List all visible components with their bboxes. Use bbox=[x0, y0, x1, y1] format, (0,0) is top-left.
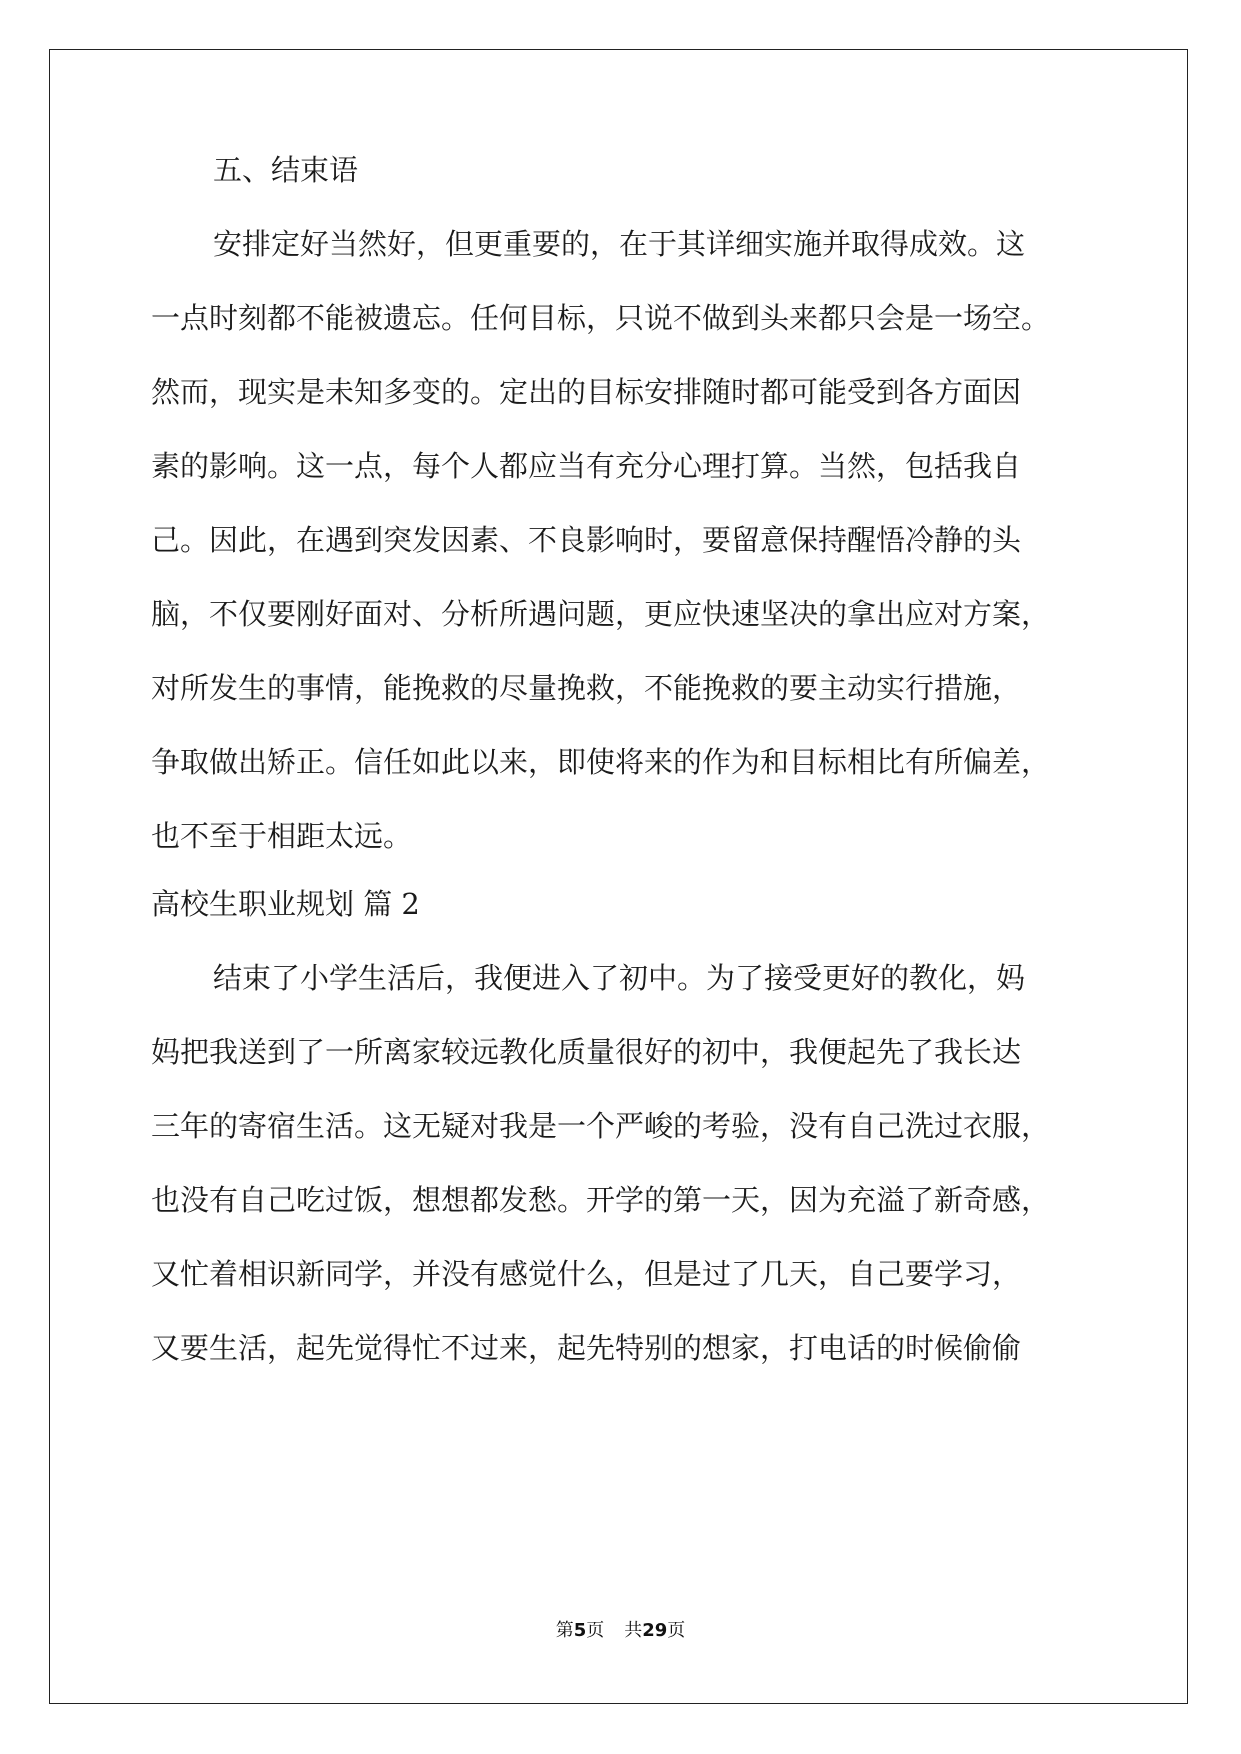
paragraph-line: 又要生活，起先觉得忙不过来，起先特别的想家，打电话的时候偷偷 bbox=[151, 1331, 1022, 1365]
paragraph-line: 己。因此，在遇到突发因素、不良影响时，要留意保持醒悟冷静的头 bbox=[151, 523, 1022, 557]
paragraph-line: 妈把我送到了一所离家较远教化质量很好的初中，我便起先了我长达 bbox=[151, 1035, 1022, 1069]
section-heading: 五、结束语 bbox=[213, 153, 359, 187]
paragraph-line: 安排定好当然好，但更重要的，在于其详细实施并取得成效。这 bbox=[213, 227, 1026, 261]
page-suffix: 页 bbox=[586, 1620, 605, 1641]
page-footer bbox=[0, 1616, 1241, 1642]
paragraph-line: 对所发生的事情，能挽救的尽量挽救，不能挽救的要主动实行措施， bbox=[151, 671, 1022, 705]
page-number: 5 bbox=[573, 1620, 587, 1641]
paragraph-line: 结束了小学生活后，我便进入了初中。为了接受更好的教化，妈 bbox=[213, 961, 1026, 995]
paragraph-line: 然而，现实是未知多变的。定出的目标安排随时都可能受到各方面因 bbox=[151, 375, 1022, 409]
paragraph-line: 又忙着相识新同学，并没有感觉什么，但是过了几天，自己要学习， bbox=[151, 1257, 1022, 1291]
paragraph-line: 争取做出矫正。信任如此以来，即使将来的作为和目标相比有所偏差， bbox=[151, 745, 1051, 779]
paragraph-line: 也不至于相距太远。 bbox=[151, 819, 413, 853]
total-pages: 29 bbox=[642, 1620, 668, 1641]
paragraph-line: 素的影响。这一点，每个人都应当有充分心理打算。当然，包括我自 bbox=[151, 449, 1022, 483]
total-suffix: 页 bbox=[667, 1620, 686, 1641]
paragraph-line: 三年的寄宿生活。这无疑对我是一个严峻的考验，没有自己洗过衣服， bbox=[151, 1109, 1051, 1143]
page-prefix: 第 bbox=[555, 1620, 574, 1641]
paragraph-line: 也没有自己吃过饭，想想都发愁。开学的第一天，因为充溢了新奇感， bbox=[151, 1183, 1051, 1217]
paragraph-line: 脑，不仅要刚好面对、分析所遇问题，更应快速坚决的拿出应对方案， bbox=[151, 597, 1051, 631]
total-prefix: 共 bbox=[624, 1620, 643, 1641]
paragraph-line: 一点时刻都不能被遗忘。任何目标，只说不做到头来都只会是一场空。 bbox=[151, 301, 1051, 335]
article-title: 高校生职业规划 篇 2 bbox=[151, 887, 420, 921]
page-border bbox=[49, 49, 1188, 1704]
